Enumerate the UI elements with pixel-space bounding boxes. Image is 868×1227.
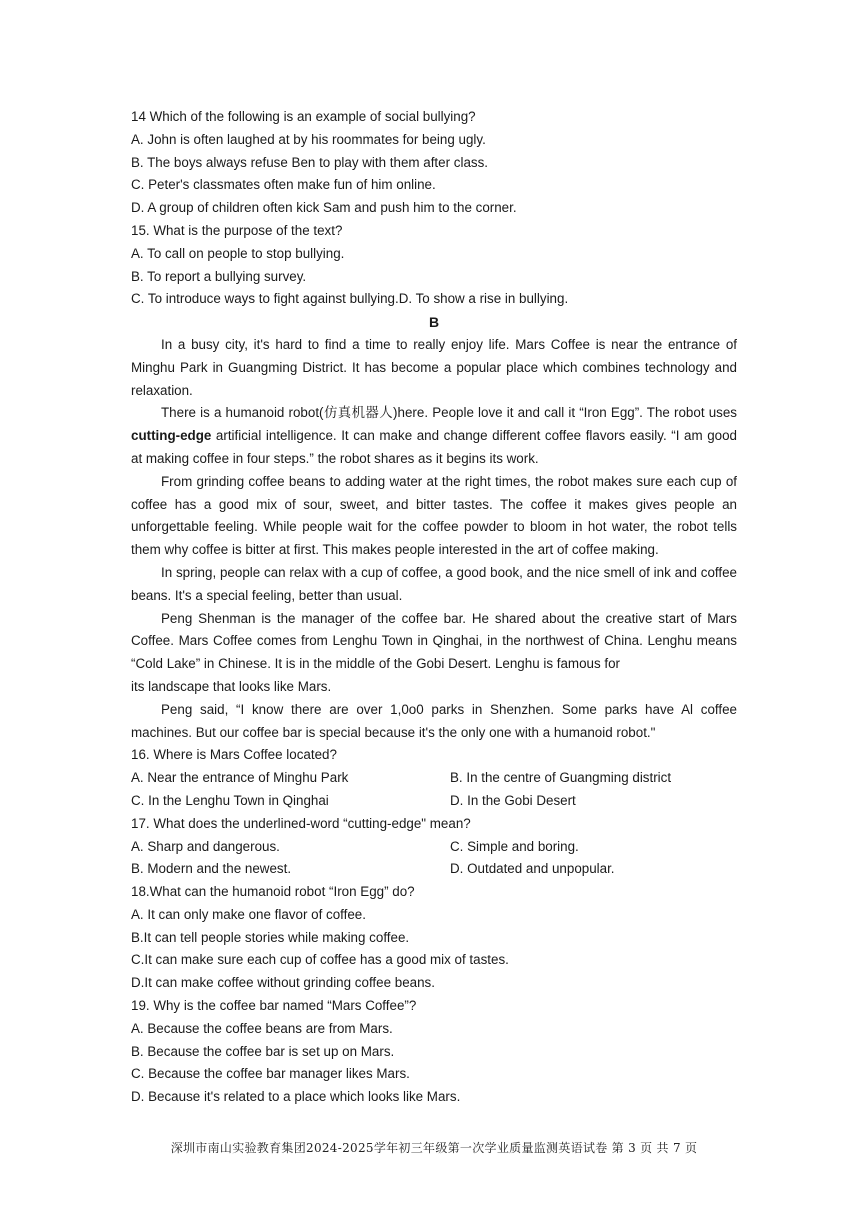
q15-option-cd: C. To introduce ways to fight against bullying.D. To show a rise in bullying. — [131, 291, 569, 307]
q14-option-d: D. A group of children often kick Sam and push him to the corner. — [131, 200, 517, 216]
q19-option-c: C. Because the coffee bar manager likes Mars. — [131, 1066, 410, 1082]
q15-question: 15. What is the purpose of the text? — [131, 222, 343, 238]
q14-option-c: C. Peter's classmates often make fun of him online. — [131, 177, 436, 193]
q17-options-row-2 — [131, 858, 737, 881]
section-b-heading: B — [428, 314, 440, 331]
q16-options-row-2 — [131, 790, 737, 813]
passage-paragraph-6: Peng said, “I know there are over 1,0o0 parks in Shenzhen. Some parks have Al coffee machines. But our coffee bar is special because it's the only one with a humanoid robot." — [131, 701, 737, 740]
exam-page-content — [131, 106, 737, 1109]
passage-paragraph-5: Peng Shenman is the manager of the coffee bar. He shared about the creative start of Mars Coffee. Mars Coffee comes from Lenghu Town in Qinghai, in the northwest of China. Lenghu means “Cold Lake” in Chinese. It is in the middle of the Gobi Desert. Lenghu is famous for — [131, 610, 737, 672]
q14-question: 14 Which of the following is an example of social bullying? — [131, 109, 476, 124]
q18-option-d: D.It can make coffee without grinding coffee beans. — [131, 975, 435, 991]
q14-option-a: A. John is often laughed at by his roommates for being ugly. — [131, 131, 486, 147]
passage-paragraph-2 — [131, 402, 737, 470]
q19-option-a: A. Because the coffee beans are from Mars. — [131, 1020, 393, 1036]
q18-option-b: B.It can tell people stories while making coffee. — [131, 929, 410, 945]
p2-text-after: artificial intelligence. It can make and change different coffee flavors easily. “I am good at making coffee in four steps.” the robot shares as it begins its work. — [131, 428, 737, 466]
q17-option-a: A. Sharp and dangerous. — [131, 838, 280, 854]
q17-option-c: C. Simple and boring. — [450, 838, 579, 854]
underlined-word-cutting-edge: cutting-edge — [131, 428, 212, 444]
q15-option-a: A. To call on people to stop bullying. — [131, 245, 345, 261]
q18-option-a: A. It can only make one flavor of coffee. — [131, 906, 366, 922]
q17-option-d: D. Outdated and unpopular. — [450, 861, 615, 877]
q18-question: 18.What can the humanoid robot “Iron Egg” do? — [131, 884, 415, 900]
passage-paragraph-1: In a busy city, it's hard to find a time to really enjoy life. Mars Coffee is near the entrance of Minghu Park in Guangming District. It has become a popular place which combines technology and relaxation. — [131, 336, 737, 398]
q14-option-b: B. The boys always refuse Ben to play with them after class. — [131, 154, 489, 170]
passage-paragraph-3: From grinding coffee beans to adding water at the right times, the robot makes sure each cup of coffee has a good mix of sour, sweet, and bitter tastes. The coffee it makes gives people an unforgettable feeling. While people wait for the coffee powder to bloom in hot water, the robot tells them why coffee is bitter at first. This makes people interested in the art of coffee making. — [131, 473, 737, 558]
q19-question: 19. Why is the coffee bar named “Mars Coffee”? — [131, 998, 417, 1014]
q16-option-b: B. In the centre of Guangming district — [450, 770, 672, 786]
q17-question: 17. What does the underlined-word “cutting-edge" mean? — [131, 815, 471, 831]
q16-option-d: D. In the Gobi Desert — [450, 792, 576, 808]
q17-option-b: B. Modern and the newest. — [131, 861, 292, 877]
q17-options-row-1 — [131, 836, 737, 859]
q16-option-c: C. In the Lenghu Town in Qinghai — [131, 792, 329, 808]
q19-option-b: B. Because the coffee bar is set up on Mars. — [131, 1043, 395, 1059]
page-footer: 深圳市南山实验教育集团2024-2025学年初三年级第一次学业质量监测英语试卷 第 3 页 共 7 页 — [170, 1141, 698, 1155]
q18-option-c: C.It can make sure each cup of coffee has a good mix of tastes. — [131, 952, 509, 968]
p2-text-before: There is a humanoid robot(仿真机器人)here. People love it and call it “Iron Egg”. The robot uses — [161, 405, 737, 421]
q16-option-a: A. Near the entrance of Minghu Park — [131, 770, 349, 786]
q16-options-row-1 — [131, 767, 737, 790]
q19-option-d: D. Because it's related to a place which looks like Mars. — [131, 1089, 461, 1105]
q16-question: 16. Where is Mars Coffee located? — [131, 747, 337, 763]
passage-paragraph-5-tail: its landscape that looks like Mars. — [131, 678, 332, 694]
passage-paragraph-4: In spring, people can relax with a cup of coffee, a good book, and the nice smell of ink and coffee beans. It's a special feeling, better than usual. — [131, 564, 737, 603]
q15-option-b: B. To report a bullying survey. — [131, 268, 307, 284]
